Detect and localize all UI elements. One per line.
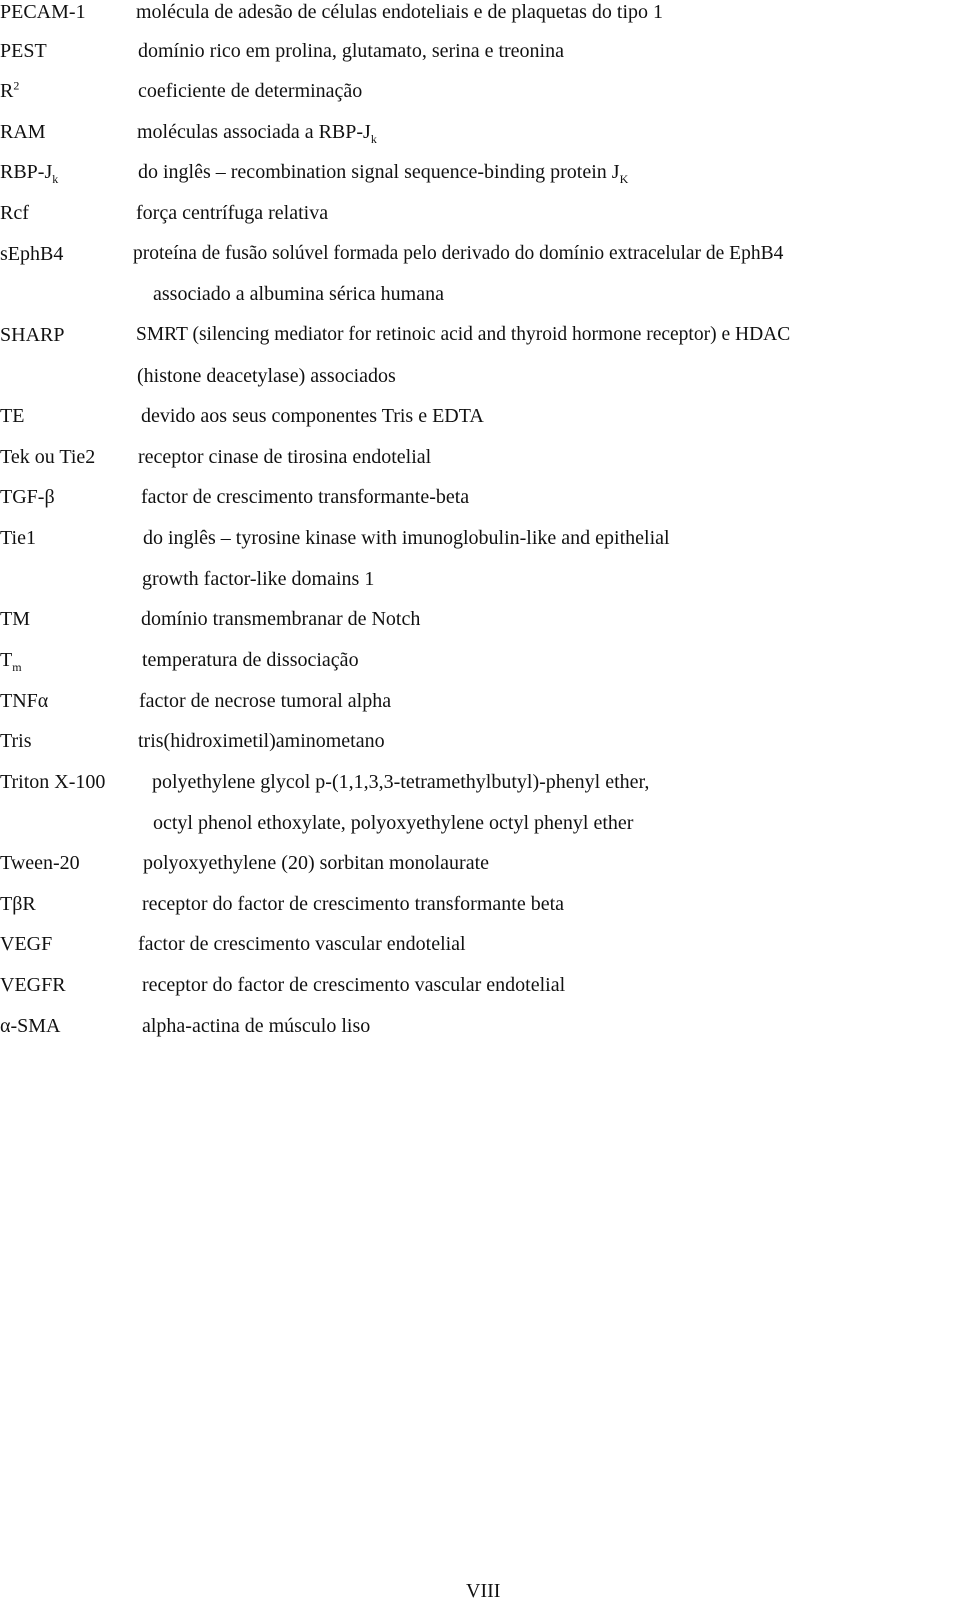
abbreviation-definition: polyoxyethylene (20) sorbitan monolaurate [143,852,490,874]
list-item-vegf [0,929,960,959]
abbreviation-term: Tris [0,730,32,752]
abbreviation-definition: molécula de adesão de células endoteliais e de plaquetas do tipo 1 [136,1,664,23]
abbreviation-definition [138,157,628,187]
list-item-sharp [0,320,960,350]
list-item-tgf-beta [0,482,960,512]
page-number: VIII [466,1580,501,1602]
abbreviation-definition: factor de crescimento transformante-beta [141,486,470,508]
term-main: RBP-J [0,161,53,183]
list-item-triton-x-100-continuation [0,808,960,838]
list-item-tm [0,604,960,634]
abbreviation-definition-continuation: (histone deacetylase) associados [137,365,396,387]
abbreviation-term: VEGF [0,933,53,955]
list-item-sephb4 [0,239,960,269]
list-item-ram [0,117,960,147]
term-subscript: k [52,172,59,186]
term-subscript: m [12,660,22,674]
abbreviation-definition-continuation: octyl phenol ethoxylate, polyoxyethylene octyl phenyl ether [153,812,634,834]
abbreviation-term: TNFα [0,690,49,712]
list-item-tm-temperature [0,645,960,675]
abbreviation-term: Tween-20 [0,852,80,874]
list-item-tbeta-r [0,889,960,919]
list-item-vegfr [0,970,960,1000]
abbreviation-term [0,76,19,106]
abbreviation-term: Tie1 [0,527,36,549]
abbreviation-term: PEST [0,40,47,62]
abbreviation-definition: receptor cinase de tirosina endotelial [138,446,432,468]
abbreviation-definition: factor de crescimento vascular endotelial [138,933,466,955]
abbreviation-term: TE [0,405,25,427]
abbreviation-term [0,157,58,187]
abbreviation-term: Rcf [0,202,29,224]
abbreviation-definition: domínio transmembranar de Notch [141,608,421,630]
list-item-sharp-continuation [0,361,960,391]
abbreviation-definition: alpha-actina de músculo liso [142,1015,371,1037]
abbreviation-definition: tris(hidroximetil)aminometano [138,730,385,752]
abbreviation-term: Tek ou Tie2 [0,446,96,468]
definition-subscript: K [619,172,629,186]
abbreviation-term: TM [0,608,30,630]
list-item-tween-20 [0,848,960,878]
abbreviation-definition [137,117,377,147]
abbreviation-definition-continuation: growth factor-like domains 1 [142,568,375,590]
definition-main: moléculas associada a RBP-J [137,121,371,143]
abbreviation-definition: proteína de fusão solúvel formada pelo derivado do domínio extracelular de EphB4 [133,243,784,264]
list-item-te [0,401,960,431]
abbreviation-definition: devido aos seus componentes Tris e EDTA [141,405,484,427]
abbreviation-definition: receptor do factor de crescimento transformante beta [142,893,565,915]
abbreviation-term: TβR [0,893,36,915]
abbreviation-definition-continuation: associado a albumina sérica humana [153,283,444,305]
abbreviation-definition: domínio rico em prolina, glutamato, serina e treonina [138,40,564,62]
term-main: T [0,649,13,671]
list-item-triton-x-100 [0,767,960,797]
abbreviation-definition: do inglês – tyrosine kinase with imunoglobulin-like and epithelial [143,527,670,549]
list-item-pest [0,36,960,66]
list-item-tnf-alpha [0,686,960,716]
abbreviation-term [0,645,22,675]
list-item-rbp-jk [0,157,960,187]
abbreviation-term: TGF-β [0,486,55,508]
list-item-tie1 [0,523,960,553]
abbreviation-definition: coeficiente de determinação [138,80,363,102]
abbreviation-term: α-SMA [0,1015,61,1037]
list-item-pecam-1 [0,0,960,27]
list-item-tris [0,726,960,756]
abbreviation-term: RAM [0,121,46,143]
abbreviation-term: VEGFR [0,974,66,996]
list-item-alpha-sma [0,1011,960,1041]
abbreviation-term: sEphB4 [0,243,64,265]
abbreviation-term: PECAM-1 [0,1,86,23]
list-item-sephb4-continuation [0,279,960,309]
term-superscript: 2 [13,78,20,93]
abbreviation-term: SHARP [0,324,65,346]
abbreviation-definition: factor de necrose tumoral alpha [139,690,392,712]
abbreviation-definition: temperatura de dissociação [142,649,359,671]
definition-subscript: k [370,132,377,146]
term-main: R [0,80,14,102]
list-item-tie1-continuation [0,564,960,594]
abbreviation-definition: SMRT (silencing mediator for retinoic acid and thyroid hormone receptor) e HDAC [136,324,791,345]
abbreviation-definition: receptor do factor de crescimento vascular endotelial [142,974,566,996]
definition-main: do inglês – recombination signal sequence-binding protein J [138,161,620,183]
list-item-rcf [0,198,960,228]
abbreviation-term: Triton X-100 [0,771,106,793]
list-item-r2 [0,76,960,106]
abbreviation-definition: polyethylene glycol p-(1,1,3,3-tetramethylbutyl)-phenyl ether, [152,771,650,793]
list-item-tek-tie2 [0,442,960,472]
abbreviation-definition: força centrífuga relativa [136,202,329,224]
